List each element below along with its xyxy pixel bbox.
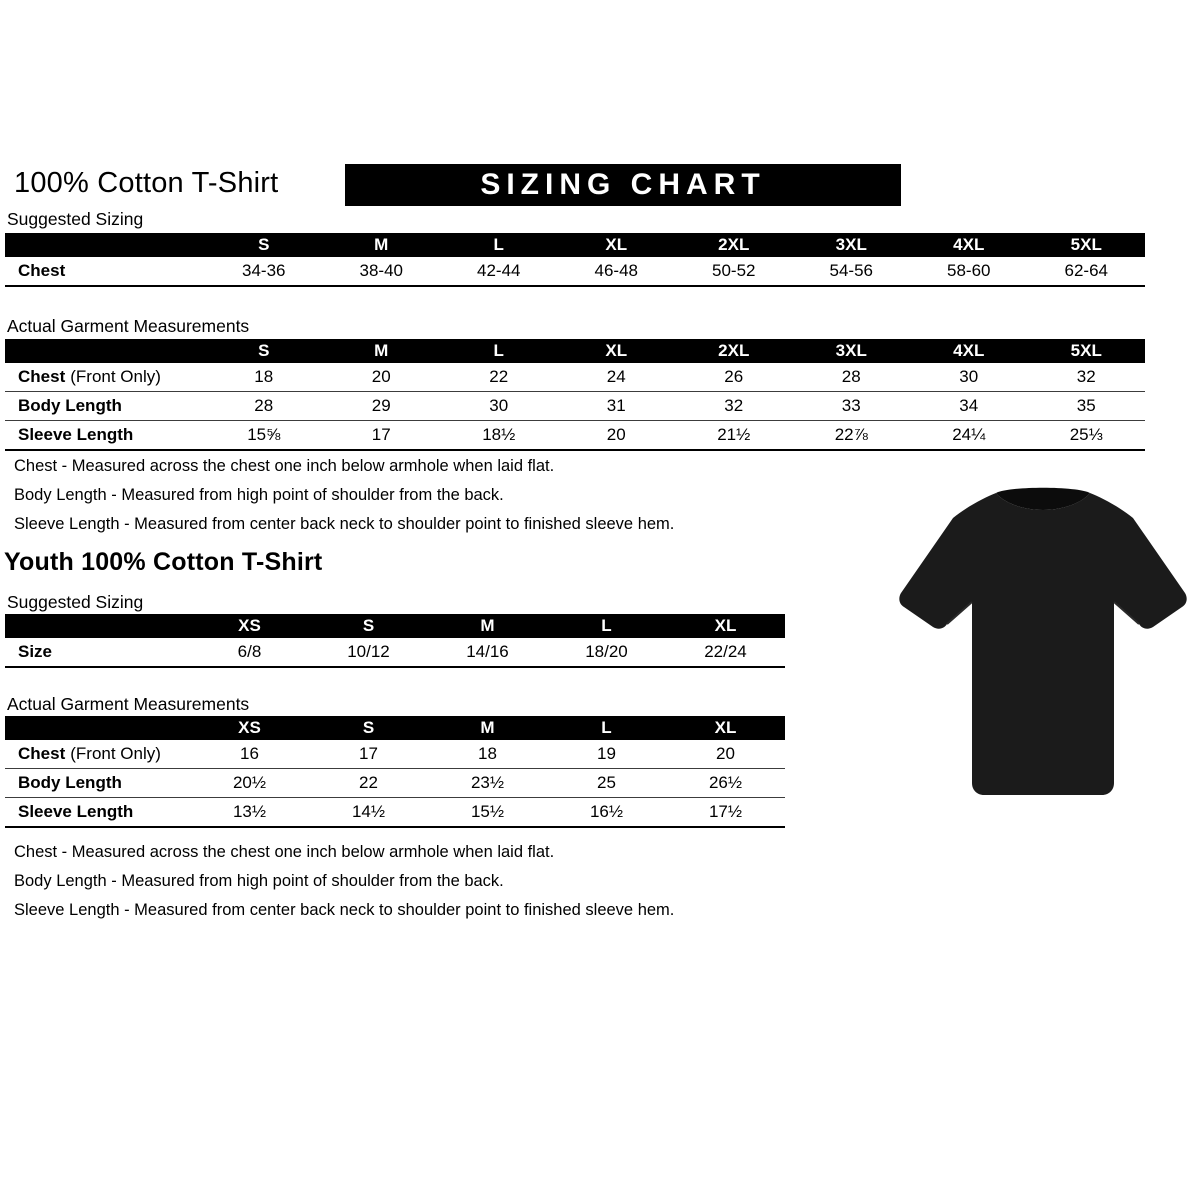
table-row-size [5, 638, 785, 667]
table-row-sleeve-length [5, 421, 1145, 451]
col-header-l: L [547, 614, 666, 638]
cell: 15⅝ [205, 421, 323, 451]
cell: 16½ [547, 798, 666, 828]
cell: 22⅞ [793, 421, 911, 451]
col-header-4xl: 4XL [910, 233, 1028, 257]
cell: 33 [793, 392, 911, 421]
cell: 29 [323, 392, 441, 421]
col-header-3xl: 3XL [793, 233, 911, 257]
cell: 32 [1028, 363, 1146, 392]
cell: 24¼ [910, 421, 1028, 451]
tshirt-image [893, 477, 1193, 822]
adult-suggested-sizing-table [5, 233, 1145, 287]
cell: 34-36 [205, 257, 323, 286]
cell: 31 [558, 392, 676, 421]
cell: 21½ [675, 421, 793, 451]
youth-section-title: Youth 100% Cotton T-Shirt [4, 548, 323, 576]
cell: 35 [1028, 392, 1146, 421]
cell: 6/8 [190, 638, 309, 667]
cell: 10/12 [309, 638, 428, 667]
adult-suggested-sizing-label: Suggested Sizing [7, 209, 144, 229]
table-header-row [5, 233, 1145, 257]
cell: 17 [323, 421, 441, 451]
col-header-l: L [547, 716, 666, 740]
cell: 25⅓ [1028, 421, 1146, 451]
col-header-xl: XL [558, 339, 676, 363]
table-header-row [5, 716, 785, 740]
cell: 26½ [666, 769, 785, 798]
cell: 28 [793, 363, 911, 392]
row-label-sleeve-length: Sleeve Length [5, 798, 190, 828]
cell: 17 [309, 740, 428, 769]
col-header-2xl: 2XL [675, 233, 793, 257]
col-header-xl: XL [666, 614, 785, 638]
row-label-sleeve-length: Sleeve Length [5, 421, 205, 451]
col-header-xl: XL [558, 233, 676, 257]
cell: 14/16 [428, 638, 547, 667]
cell: 20 [666, 740, 785, 769]
col-header-m: M [428, 716, 547, 740]
note-body-length: Body Length - Measured from high point of shoulder from the back. [14, 872, 504, 890]
cell: 38-40 [323, 257, 441, 286]
col-header-l: L [440, 339, 558, 363]
corner-cell [5, 614, 190, 638]
cell: 15½ [428, 798, 547, 828]
col-header-s: S [309, 716, 428, 740]
cell: 20½ [190, 769, 309, 798]
col-header-m: M [323, 233, 441, 257]
corner-cell [5, 339, 205, 363]
cell: 30 [910, 363, 1028, 392]
row-label-body-length: Body Length [5, 392, 205, 421]
cell: 25 [547, 769, 666, 798]
col-header-3xl: 3XL [793, 339, 911, 363]
col-header-s: S [205, 339, 323, 363]
col-header-s: S [309, 614, 428, 638]
cell: 20 [323, 363, 441, 392]
youth-suggested-sizing-label: Suggested Sizing [7, 592, 144, 612]
table-header-row [5, 614, 785, 638]
cell: 18/20 [547, 638, 666, 667]
row-label-chest: Chest [5, 257, 205, 286]
note-sleeve-length: Sleeve Length - Measured from center back neck to shoulder point to finished sleeve hem. [14, 515, 675, 533]
col-header-5xl: 5XL [1028, 233, 1146, 257]
youth-actual-measurements-label: Actual Garment Measurements [7, 694, 250, 714]
cell: 54-56 [793, 257, 911, 286]
table-row-chest [5, 740, 785, 769]
col-header-m: M [323, 339, 441, 363]
cell: 20 [558, 421, 676, 451]
row-label-text: Chest [18, 744, 66, 763]
cell: 23½ [428, 769, 547, 798]
note-sleeve-length: Sleeve Length - Measured from center back neck to shoulder point to finished sleeve hem. [14, 901, 675, 919]
cell: 18½ [440, 421, 558, 451]
col-header-m: M [428, 614, 547, 638]
cell: 34 [910, 392, 1028, 421]
cell: 18 [205, 363, 323, 392]
cell: 17½ [666, 798, 785, 828]
cell: 50-52 [675, 257, 793, 286]
youth-suggested-sizing-table [5, 614, 785, 668]
adult-actual-measurements-table [5, 339, 1145, 451]
cell: 19 [547, 740, 666, 769]
adult-measurement-notes [14, 457, 674, 544]
cell: 16 [190, 740, 309, 769]
col-header-xl: XL [666, 716, 785, 740]
col-header-l: L [440, 233, 558, 257]
corner-cell [5, 233, 205, 257]
cell: 22/24 [666, 638, 785, 667]
cell: 30 [440, 392, 558, 421]
cell: 13½ [190, 798, 309, 828]
cell: 14½ [309, 798, 428, 828]
table-row-chest [5, 363, 1145, 392]
cell: 42-44 [440, 257, 558, 286]
row-label-note: (Front Only) [70, 367, 161, 386]
col-header-2xl: 2XL [675, 339, 793, 363]
cell: 62-64 [1028, 257, 1146, 286]
note-chest: Chest - Measured across the chest one inch below armhole when laid flat. [14, 843, 555, 861]
cell: 46-48 [558, 257, 676, 286]
sizing-chart-banner: SIZING CHART [345, 164, 901, 206]
cell: 18 [428, 740, 547, 769]
table-header-row [5, 339, 1145, 363]
cell: 26 [675, 363, 793, 392]
page-title: 100% Cotton T-Shirt [14, 167, 279, 199]
note-body-length: Body Length - Measured from high point of shoulder from the back. [14, 486, 504, 504]
cell: 58-60 [910, 257, 1028, 286]
row-label-size: Size [5, 638, 190, 667]
row-label-body-length: Body Length [5, 769, 190, 798]
corner-cell [5, 716, 190, 740]
row-label-note: (Front Only) [70, 744, 161, 763]
cell: 22 [440, 363, 558, 392]
col-header-4xl: 4XL [910, 339, 1028, 363]
youth-measurement-notes [14, 843, 674, 930]
col-header-xs: XS [190, 716, 309, 740]
table-row-body-length [5, 392, 1145, 421]
row-label-chest [5, 363, 205, 392]
note-chest: Chest - Measured across the chest one inch below armhole when laid flat. [14, 457, 555, 475]
row-label-text: Chest [18, 367, 66, 386]
cell: 22 [309, 769, 428, 798]
table-row-body-length [5, 769, 785, 798]
row-label-chest [5, 740, 190, 769]
cell: 32 [675, 392, 793, 421]
tshirt-body-shape [899, 493, 1186, 795]
table-row-sleeve-length [5, 798, 785, 828]
col-header-s: S [205, 233, 323, 257]
col-header-xs: XS [190, 614, 309, 638]
youth-actual-measurements-table [5, 716, 785, 828]
black-tshirt-graphic [893, 477, 1193, 822]
col-header-5xl: 5XL [1028, 339, 1146, 363]
cell: 28 [205, 392, 323, 421]
table-row-chest [5, 257, 1145, 286]
adult-actual-measurements-label: Actual Garment Measurements [7, 316, 250, 336]
cell: 24 [558, 363, 676, 392]
